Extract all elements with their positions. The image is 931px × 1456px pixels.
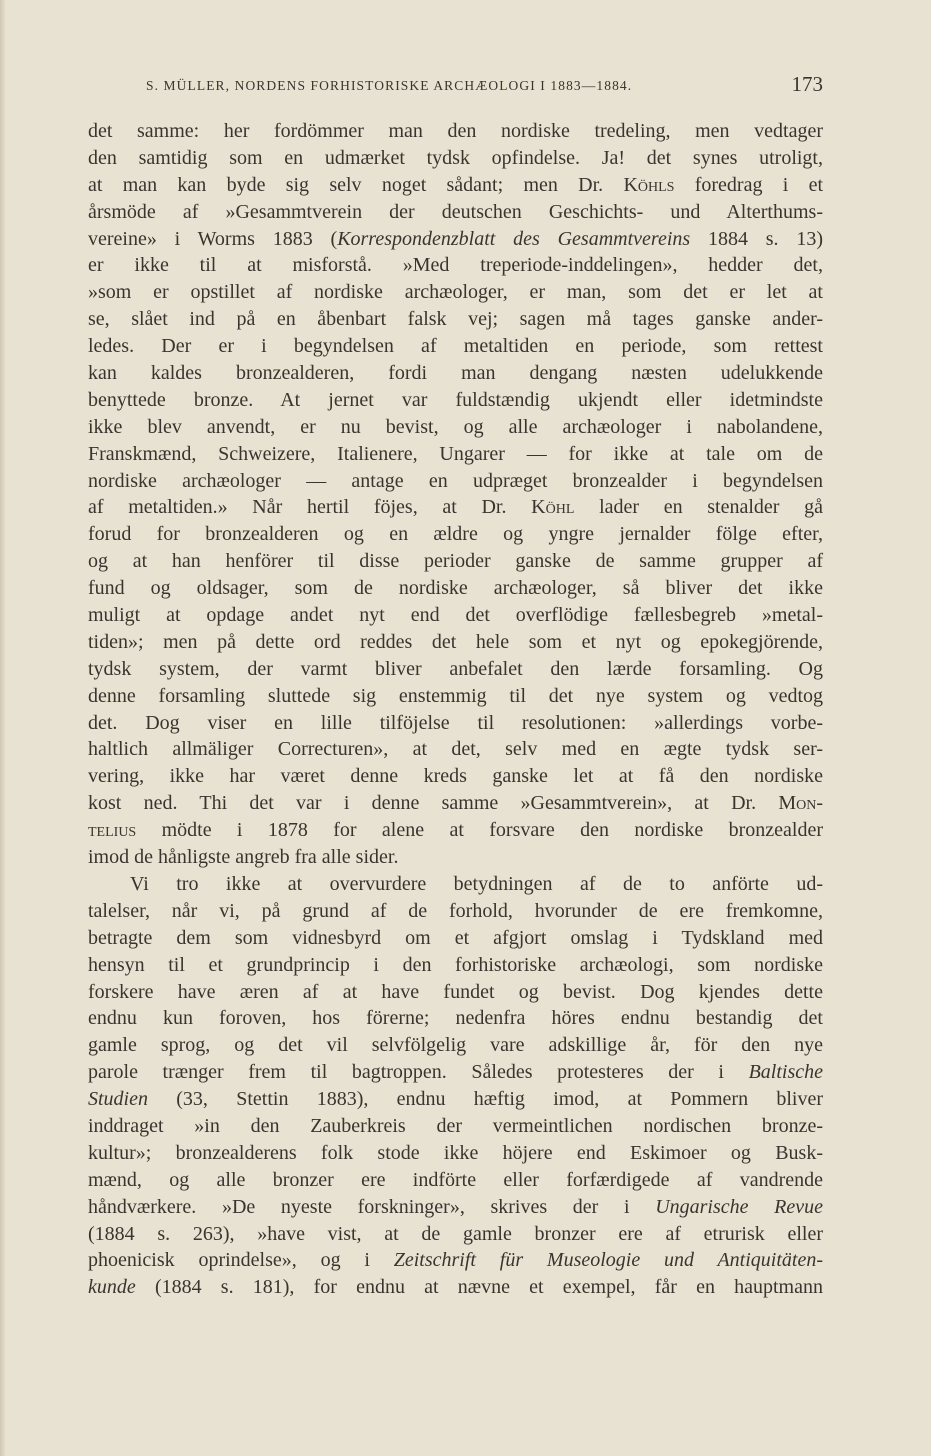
text-segment: og at han henförer til disse perioder ganske de samme grupper af bbox=[88, 550, 823, 573]
text-line bbox=[88, 441, 823, 468]
text-segment: det. Dog viser en lille tilföjelse til resolutionen: »allerdings vorbe- bbox=[88, 711, 823, 734]
text-line bbox=[88, 1086, 823, 1113]
text-segment: er ikke til at misforstå. »Med treperiode-inddelingen», hedder det, bbox=[88, 254, 823, 277]
text-line bbox=[88, 817, 823, 844]
text-line bbox=[88, 575, 823, 602]
text-line bbox=[88, 333, 823, 360]
text-segment: Franskmænd, Schweizere, Italienere, Ungarer — for ikke at tale om de bbox=[88, 442, 823, 465]
text-segment: fund og oldsager, som de nordiske archæologer, så bliver det ikke bbox=[88, 577, 823, 600]
text-segment: nordiske archæologer — antage en udpræget bronzealder i begyndelsen bbox=[88, 469, 823, 492]
author-name: Mon- bbox=[778, 792, 823, 815]
text-segment: foredrag i et bbox=[674, 173, 823, 196]
text-line bbox=[88, 172, 823, 199]
text-segment: imod de hånligste angreb fra alle sider. bbox=[88, 846, 399, 869]
text-segment: kultur»; bronzealderens folk stode ikke höjere end Eskimoer og Busk- bbox=[88, 1141, 823, 1164]
text-line bbox=[88, 656, 823, 683]
text-line bbox=[88, 1167, 823, 1194]
text-segment: inddraget »in den Zauberkreis der vermeintlichen nordischen bronze- bbox=[88, 1114, 823, 1137]
text-line bbox=[88, 629, 823, 656]
text-line bbox=[88, 199, 823, 226]
text-segment: benyttede bronze. At jernet var fuldstændig ukjendt eller idetmindste bbox=[88, 388, 823, 411]
italic-title: Ungarische Revue bbox=[655, 1195, 824, 1218]
text-segment: den samtidig som en udmærket tydsk opfindelse. Ja! det synes utroligt, bbox=[88, 146, 823, 169]
text-segment: endnu kun foroven, hos förerne; nedenfra höres endnu bestandig det bbox=[88, 1007, 823, 1030]
text-segment: hensyn til et grundprincip i den forhistoriske archæologi, som nordiske bbox=[88, 953, 823, 976]
text-line bbox=[88, 145, 823, 172]
text-line bbox=[88, 736, 823, 763]
text-segment: haltlich allmäliger Correcturen», at det, selv med en ægte tydsk ser- bbox=[88, 738, 823, 761]
text-line bbox=[88, 548, 823, 575]
text-line bbox=[88, 1274, 823, 1301]
text-segment: mödte i 1878 for alene at forsvare den nordiske bronzealder bbox=[136, 819, 823, 842]
text-line bbox=[88, 925, 823, 952]
text-segment: (1884 s. 263), »have vist, at de gamle bronzer ere af etrurisk eller bbox=[88, 1222, 823, 1245]
text-segment: se, slået ind på en åbenbart falsk vej; sagen må tages ganske ander- bbox=[88, 308, 823, 331]
text-segment: kost ned. Thi det var i denne samme »Gesammtverein», at Dr. bbox=[88, 792, 779, 815]
text-line bbox=[88, 710, 823, 737]
text-segment: ikke blev anvendt, er nu bevist, og alle archæologer i nabolandene, bbox=[88, 415, 823, 438]
page-number: 173 bbox=[791, 72, 823, 96]
text-segment: 1884 s. 13) bbox=[690, 227, 824, 250]
text-segment: lader en stenalder gå bbox=[574, 496, 823, 519]
text-segment: forskere have æren af at have fundet og bevist. Dog kjendes dette bbox=[88, 980, 823, 1003]
text-line bbox=[88, 360, 823, 387]
text-segment: muligt at opdage andet nyt end det overflödige fællesbegreb »metal- bbox=[88, 604, 823, 627]
text-line bbox=[88, 306, 823, 333]
italic-title: Korrespondenzblatt des Gesammtvereins bbox=[337, 227, 691, 250]
page-edge-shadow bbox=[0, 0, 6, 1456]
text-line bbox=[88, 414, 823, 441]
text-segment: at man kan byde sig selv noget sådant; men Dr. bbox=[88, 173, 624, 196]
text-segment: ledes. Der er i begyndelsen af metaltiden en periode, som rettest bbox=[88, 335, 823, 358]
text-segment: tydsk system, der varmt bliver anbefalet den lærde forsamling. Og bbox=[88, 657, 823, 680]
text-line bbox=[88, 763, 823, 790]
text-segment: talelser, når vi, på grund af de forhold, hvorunder de ere fremkomne, bbox=[88, 899, 823, 922]
italic-title: kunde bbox=[88, 1276, 136, 1299]
text-segment: gamle sprog, og det vil selvfölgelig vare adskillige år, för den nye bbox=[88, 1034, 823, 1057]
text-segment: Vi tro ikke at overvurdere betydningen af de to anförte ud- bbox=[130, 872, 823, 895]
text-line bbox=[88, 468, 823, 495]
text-line bbox=[88, 1005, 823, 1032]
text-line bbox=[88, 1032, 823, 1059]
text-line bbox=[88, 1247, 823, 1274]
italic-title: Studien bbox=[88, 1088, 148, 1111]
author-name: Köhl bbox=[531, 496, 575, 519]
text-segment: »som er opstillet af nordiske archæologer, er man, som det er let at bbox=[88, 281, 823, 304]
text-line bbox=[88, 602, 823, 629]
text-segment: vereine» i Worms 1883 ( bbox=[88, 227, 338, 250]
text-segment: vering, ikke har været denne kreds ganske let at få den nordiske bbox=[88, 765, 823, 788]
text-segment: forud for bronzealderen og en ældre og yngre jernalder fölge efter, bbox=[88, 523, 823, 546]
text-segment: betragte dem som vidnesbyrd om et afgjort omslag i Tydskland med bbox=[88, 926, 823, 949]
text-segment: det samme: her fordömmer man den nordiske tredeling, men vedtager bbox=[88, 120, 823, 142]
text-line bbox=[88, 387, 823, 414]
text-segment: håndværkere. »De nyeste forskninger», skrives der i bbox=[88, 1195, 656, 1218]
author-name: Köhls bbox=[623, 173, 675, 196]
text-line bbox=[88, 1194, 823, 1221]
text-line bbox=[88, 1140, 823, 1167]
text-line bbox=[88, 683, 823, 710]
text-segment: parole trænger frem til bagtroppen. Således protesteres der i bbox=[88, 1061, 749, 1084]
italic-title: Baltische bbox=[748, 1061, 823, 1084]
text-segment: årsmöde af »Gesammtverein der deutschen Geschichts- und Alterthums- bbox=[88, 200, 823, 223]
text-segment: af metaltiden.» Når hertil föjes, at Dr. bbox=[88, 496, 532, 519]
text-line bbox=[88, 952, 823, 979]
text-segment: mænd, og alle bronzer ere indförte eller forfærdigede af vandrende bbox=[88, 1168, 823, 1191]
text-line bbox=[88, 1113, 823, 1140]
text-segment: phoenicisk oprindelse», og i bbox=[88, 1249, 394, 1272]
text-line bbox=[88, 252, 823, 279]
text-segment: denne forsamling sluttede sig enstemmig til det nye system og vedtog bbox=[88, 684, 823, 707]
text-line bbox=[88, 1221, 823, 1248]
text-segment: (33, Stettin 1883), endnu hæftig imod, at Pommern bliver bbox=[148, 1088, 823, 1111]
text-segment: (1884 s. 181), for endnu at nævne et exempel, får en hauptmann bbox=[135, 1276, 823, 1299]
body-text bbox=[88, 118, 823, 1301]
text-line bbox=[88, 279, 823, 306]
page-header bbox=[128, 74, 823, 98]
text-line bbox=[88, 979, 823, 1006]
text-line bbox=[88, 1059, 823, 1086]
italic-title: Zeitschrift für Museologie und Antiquitäten- bbox=[393, 1249, 823, 1272]
running-title: S. MÜLLER, NORDENS FORHISTORISKE ARCHÆOLOGI I 1883—1884. bbox=[146, 78, 633, 93]
text-segment: tiden»; men på dette ord reddes det hele som et nyt og epokegjörende, bbox=[88, 630, 823, 653]
text-line bbox=[88, 844, 823, 871]
text-line bbox=[88, 521, 823, 548]
text-line bbox=[88, 871, 823, 898]
text-line bbox=[88, 118, 823, 145]
author-name: telius bbox=[88, 819, 137, 842]
text-line bbox=[88, 226, 823, 253]
text-segment: kan kaldes bronzealderen, fordi man dengang næsten udelukkende bbox=[88, 362, 823, 385]
text-line bbox=[88, 790, 823, 817]
text-line bbox=[88, 898, 823, 925]
text-line bbox=[88, 494, 823, 521]
